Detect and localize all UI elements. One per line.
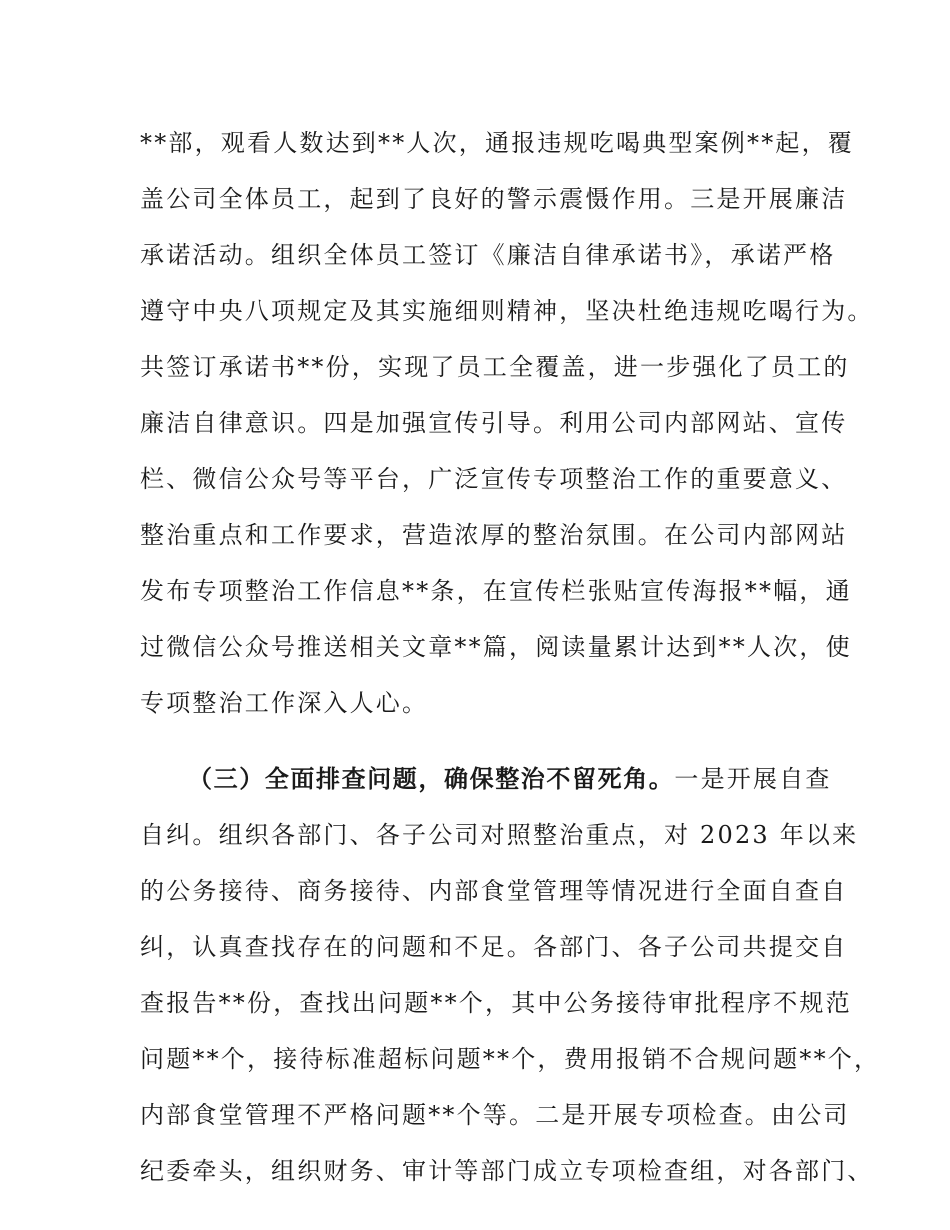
paragraph-line: 共签订承诺书**份，实现了员工全覆盖，进一步强化了员工的 bbox=[140, 353, 850, 381]
section-heading: （三）全面排查问题，确保整治不留死角。 bbox=[188, 765, 675, 793]
section-first-line bbox=[188, 754, 878, 804]
paragraph-line: 问题**个，接待标准超标问题**个，费用报销不合规问题**个， bbox=[140, 1045, 881, 1073]
paragraph-line: 内部食堂管理不严格问题**个等。二是开展专项检查。由公司 bbox=[140, 1101, 850, 1129]
paragraph-line: 的公务接待、商务接待、内部食堂管理等情况进行全面自查自 bbox=[140, 877, 848, 905]
paragraph-line: 自纠。组织各部门、各子公司对照整治重点，对 2023 年以来 bbox=[140, 821, 859, 849]
paragraph-line: 廉洁自律意识。四是加强宣传引导。利用公司内部网站、宣传 bbox=[140, 409, 848, 437]
paragraph-line: 整治重点和工作要求，营造浓厚的整治氛围。在公司内部网站 bbox=[140, 521, 848, 549]
paragraph-line: 纠，认真查找存在的问题和不足。各部门、各子公司共提交自 bbox=[140, 933, 848, 961]
paragraph-line: 栏、微信公众号等平台，广泛宣传专项整治工作的重要意义、 bbox=[140, 465, 848, 493]
paragraph-line: 纪委牵头，组织财务、审计等部门成立专项检查组，对各部门、 bbox=[140, 1157, 874, 1185]
paragraph-line: 发布专项整治工作信息**条，在宣传栏张贴宣传海报**幅，通 bbox=[140, 577, 852, 605]
section-first-line-text: 一是开展自查 bbox=[674, 765, 832, 793]
paragraph-line: 过微信公众号推送相关文章**篇，阅读量累计达到**人次，使 bbox=[140, 633, 852, 661]
paragraph-line: **部，观看人数达到**人次，通报违规吃喝典型案例**起，覆 bbox=[140, 129, 854, 157]
paragraph-line: 承诺活动。组织全体员工签订《廉洁自律承诺书》，承诺严格 bbox=[140, 241, 836, 269]
paragraph-line: 遵守中央八项规定及其实施细则精神，坚决杜绝违规吃喝行为。 bbox=[140, 297, 874, 325]
paragraph-line: 查报告**份，查找出问题**个，其中公务接待审批程序不规范 bbox=[140, 989, 852, 1017]
paragraph-line: 盖公司全体员工，起到了良好的警示震慑作用。三是开展廉洁 bbox=[140, 185, 848, 213]
paragraph-line: 专项整治工作深入人心。 bbox=[140, 689, 429, 717]
